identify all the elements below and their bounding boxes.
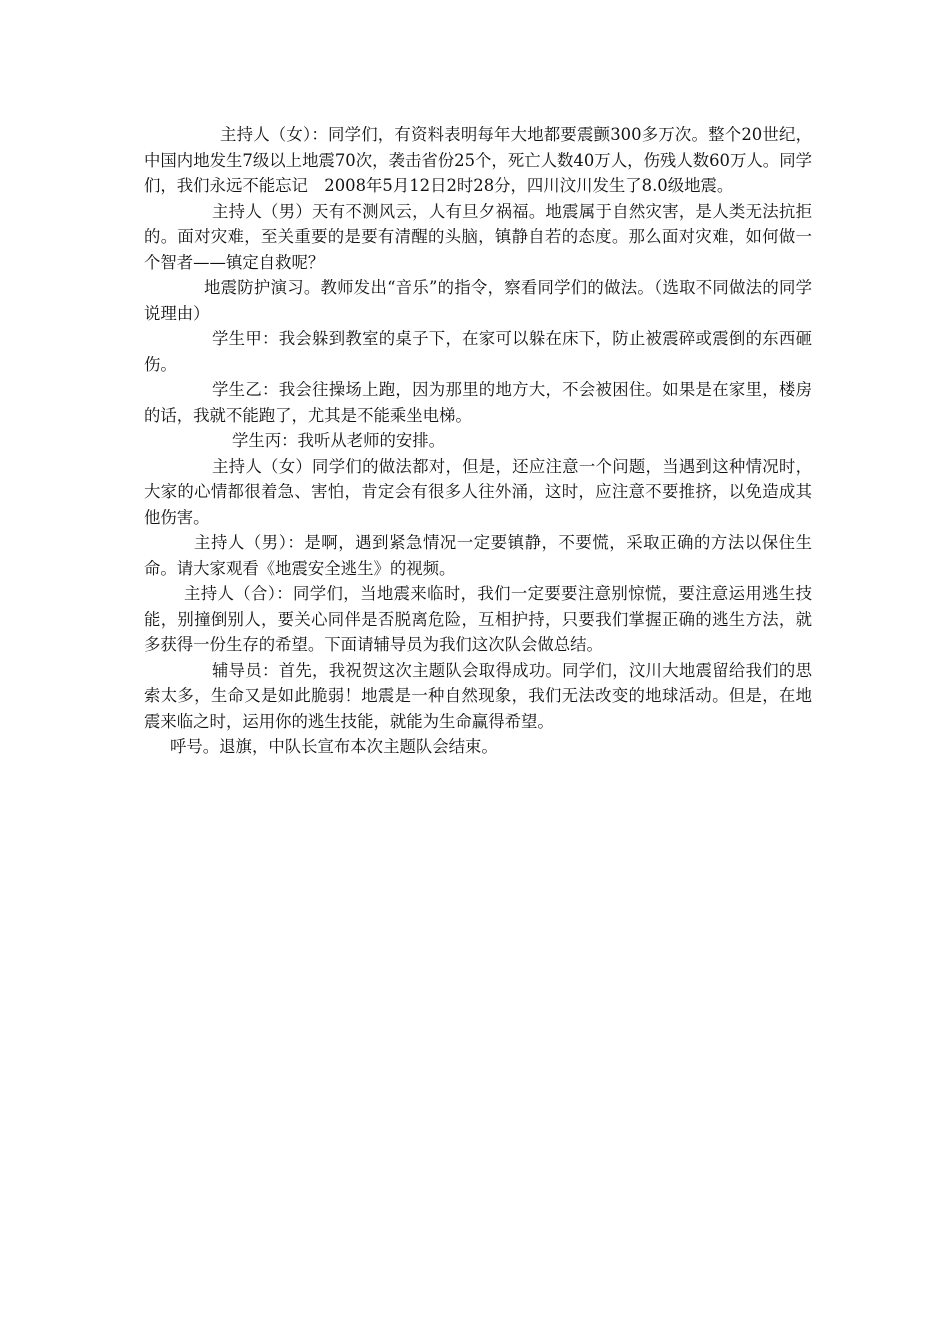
paragraph-drill: 地震防护演习。教师发出“音乐”的指令，察看同学们的做法。（选取不同做法的同学说理由） — [144, 278, 812, 323]
paragraph-counselor: 辅导员：首先，我祝贺这次主题队会取得成功。同学们，汶川大地震留给我们的思索太多，生命又是如此脆弱！地震是一种自然现象，我们无法改变的地球活动。但是，在地震来临之时，运用你的逃生技能，就能为生命赢得希望。 — [144, 660, 812, 731]
paragraph-student-b: 学生乙：我会往操场上跑，因为那里的地方大，不会被困住。如果是在家里，楼房的话，我就不能跑了，尤其是不能乘坐电梯。 — [144, 380, 812, 425]
paragraph-host-male-intro: 主持人（男）天有不测风云，人有旦夕祸福。地震属于自然灾害，是人类无法抗拒的。面对灾难，至关重要的是要有清醒的头脑，镇静自若的态度。那么面对灾难，如何做一个智者——镇定自救呢？ — [144, 201, 812, 272]
paragraph-hosts-together: 主持人（合）：同学们，当地震来临时，我们一定要要注意别惊慌，要注意运用逃生技能，别撞倒别人，要关心同伴是否脱离危险，互相护持，只要我们掌握正确的逃生方法，就多获得一份生存的希望。下面请辅导员为我们这次队会做总结。 — [144, 584, 812, 654]
paragraph-closing: 呼号。退旗，中队长宣布本次主题队会结束。 — [170, 737, 498, 756]
paragraph-host-female-note: 主持人（女）同学们的做法都对，但是，还应注意一个问题，当遇到这种情况时，大家的心情都很着急、害怕，肯定会有很多人往外涌，这时，应注意不要推挤，以免造成其他伤害。 — [144, 456, 812, 527]
document-body — [144, 122, 812, 760]
paragraph-host-male-video: 主持人（男）：是啊，遇到紧急情况一定要镇静，不要慌，采取正确的方法以保住生命。请大家观看《地震安全逃生》的视频。 — [144, 533, 812, 578]
paragraph-student-c: 学生丙：我听从老师的安排。 — [232, 431, 446, 450]
paragraph-host-female-intro: 主持人（女）：同学们，有资料表明每年大地都要震颤300多万次。整个20世纪，中国内地发生7级以上地震70次，袭击省份25个，死亡人数40万人，伤残人数60万人。同学们，我们永远不能忘记 2008年5月12日2时28分，四川汶川发生了8.0级地震。 — [144, 125, 812, 195]
paragraph-student-a: 学生甲：我会躲到教室的桌子下，在家可以躲在床下，防止被震碎或震倒的东西砸伤。 — [144, 329, 812, 374]
